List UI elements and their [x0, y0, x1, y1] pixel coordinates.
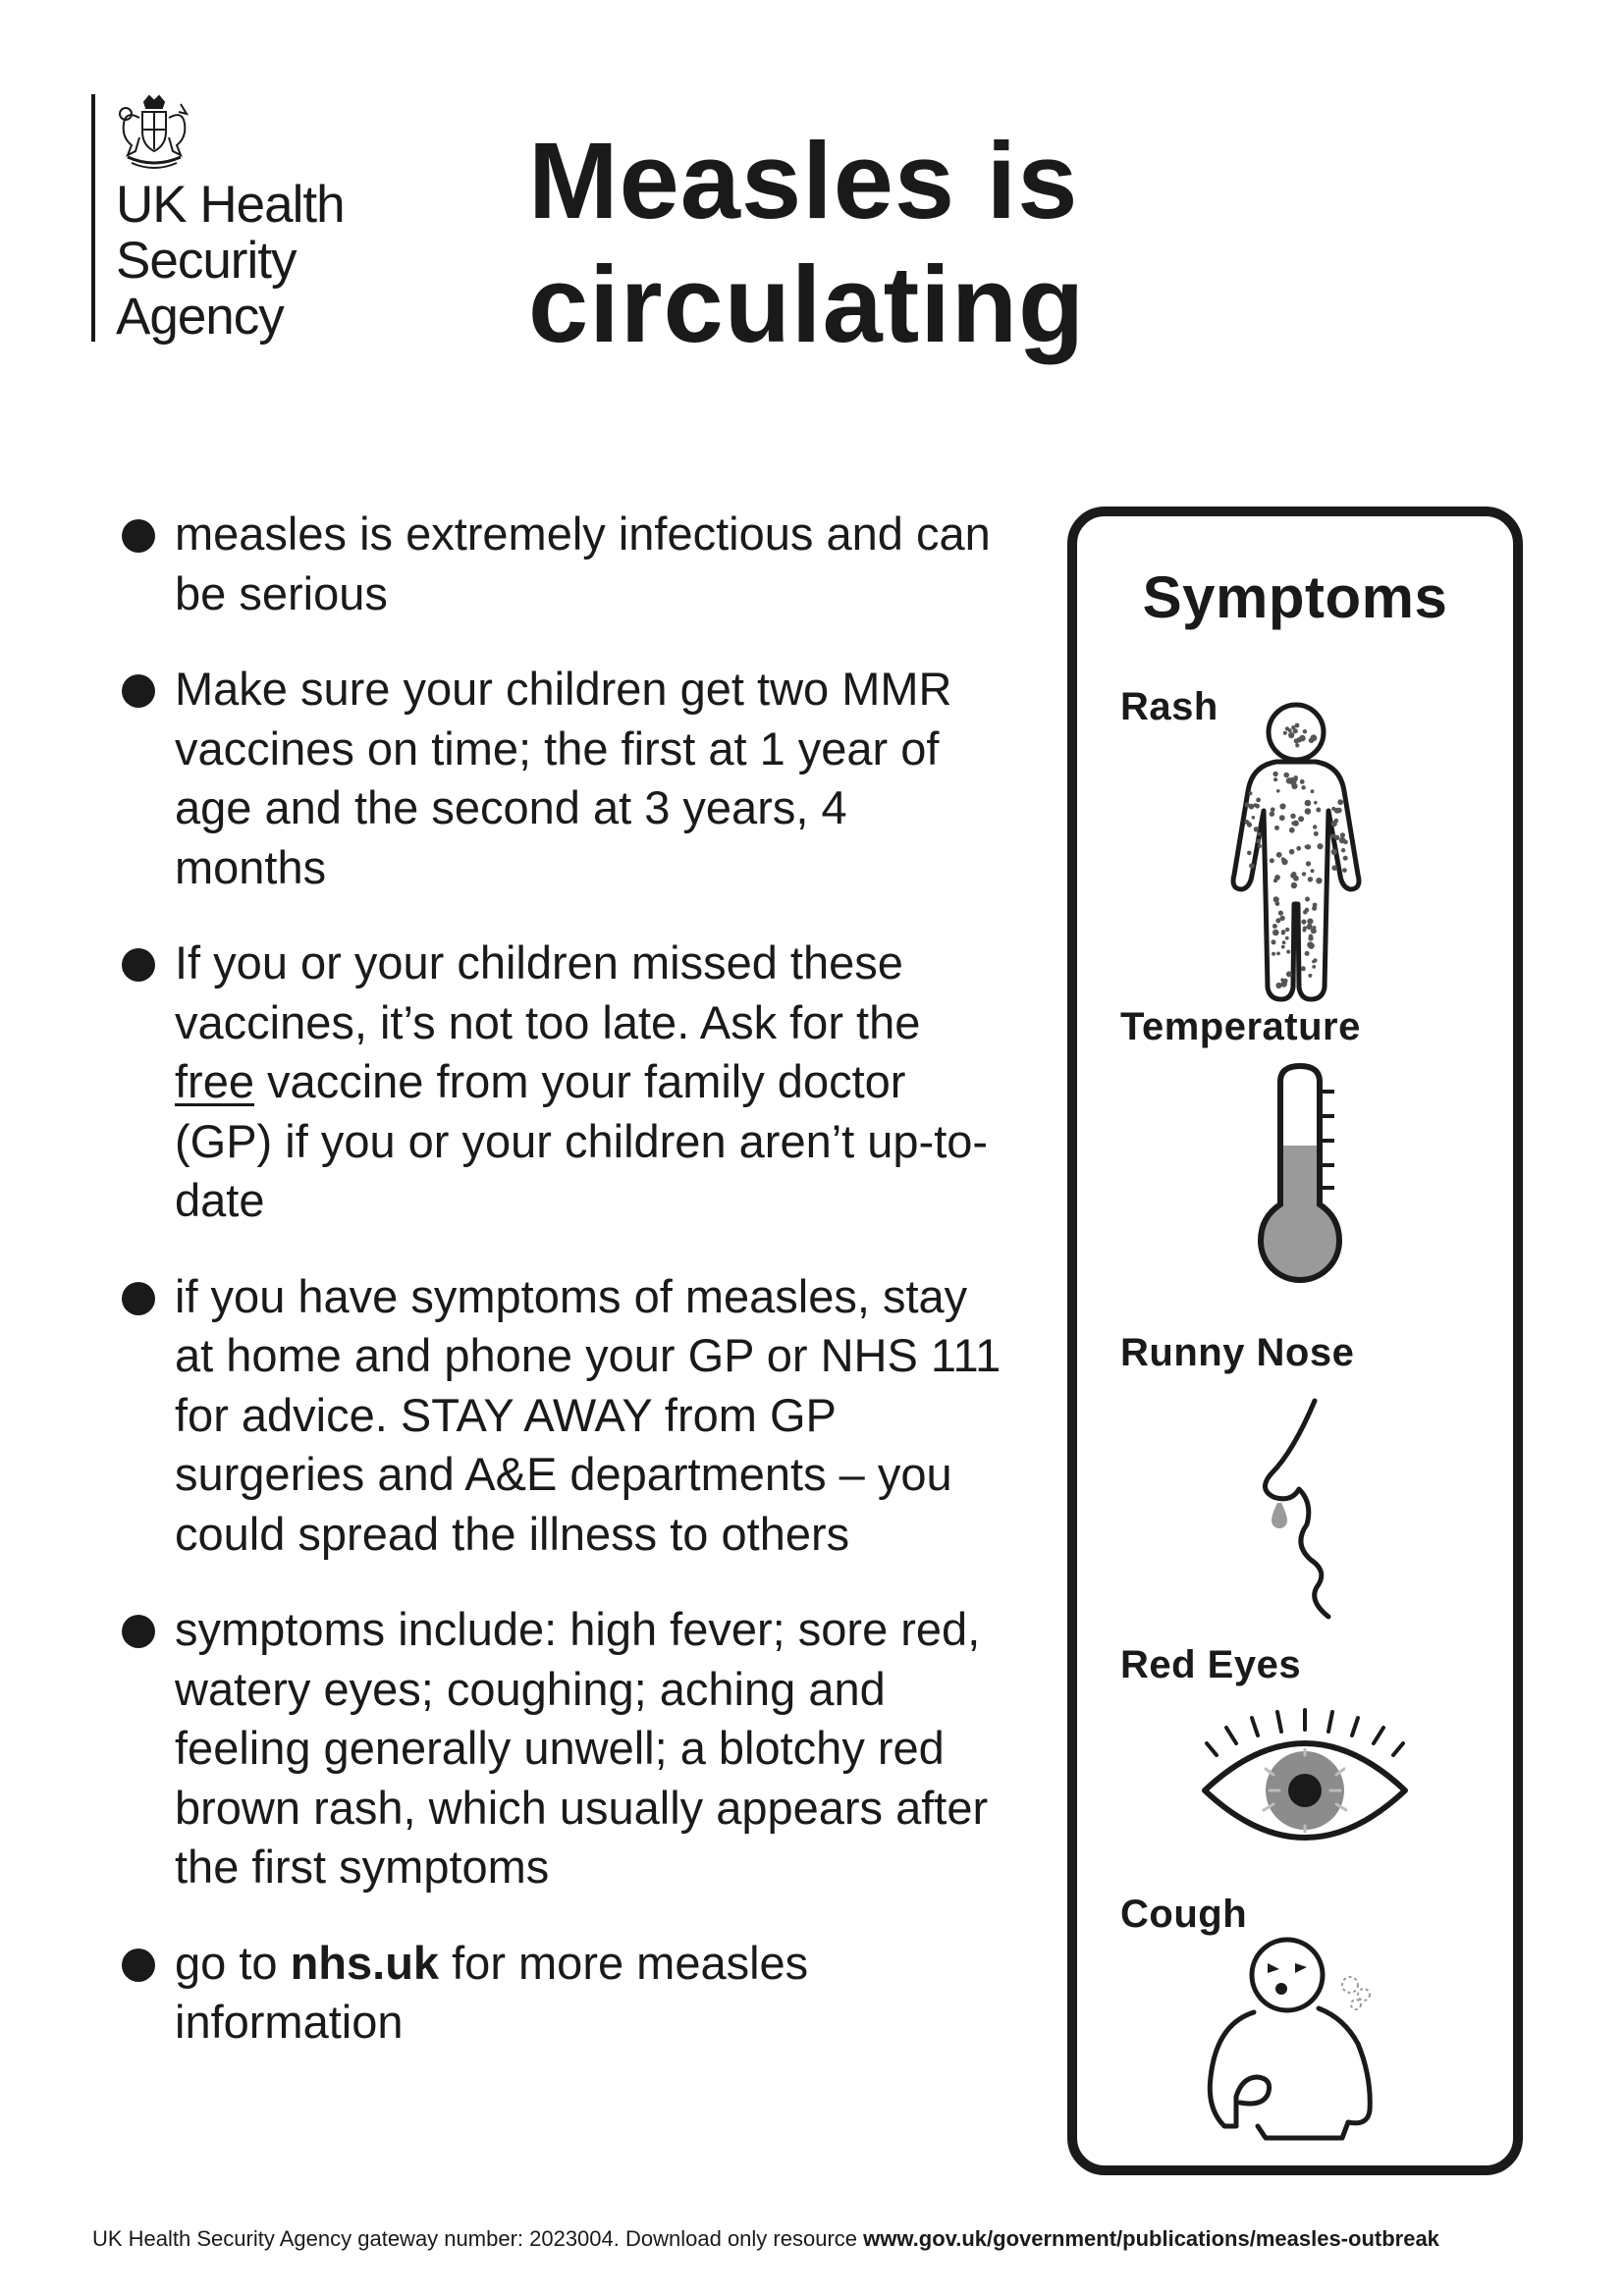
- rash-person-icon: [1222, 693, 1370, 1007]
- list-item: [122, 1267, 1005, 1565]
- runny-nose-icon: [1244, 1395, 1362, 1630]
- bullet-dot-icon: [122, 519, 155, 553]
- symptoms-panel: [1067, 507, 1523, 2175]
- bullet-text: symptoms include: high fever; sore red, watery eyes; coughing; aching and feeling generally unwell; a blotchy red brown rash, which usually appears after the first symptoms: [175, 1603, 989, 1893]
- org-name-line: UK Health: [116, 176, 345, 234]
- list-item: [122, 934, 1005, 1231]
- page-title: [528, 120, 1085, 367]
- symptoms-title: Symptoms: [1142, 564, 1448, 630]
- bullet-dot-icon: [122, 1615, 155, 1648]
- red-eye-icon: [1197, 1706, 1423, 1843]
- free-emphasis: free: [175, 1055, 254, 1107]
- list-item: [122, 660, 1005, 897]
- title-line: circulating: [528, 244, 1086, 365]
- org-name-line: Security: [116, 232, 297, 290]
- list-item: [122, 1934, 1005, 2053]
- symptom-label-runny-nose: Runny Nose: [1120, 1331, 1355, 1374]
- coughing-person-icon: [1197, 1930, 1393, 2146]
- symptom-label-red-eyes: Red Eyes: [1120, 1643, 1302, 1686]
- symptom-label-cough: Cough: [1120, 1893, 1248, 1936]
- royal-coat-of-arms-icon: [110, 94, 198, 171]
- bullet-text-after: vaccine from your family doctor (GP) if you or your children aren’t up-to-date: [175, 1055, 989, 1226]
- title-line: Measles is: [528, 121, 1079, 241]
- symptom-label-rash: Rash: [1120, 685, 1218, 728]
- bullet-dot-icon: [122, 1282, 155, 1315]
- bullet-text-after: for more measles information: [175, 1936, 809, 2048]
- footer: [92, 2226, 1439, 2252]
- list-item: [122, 505, 1005, 623]
- bullet-text: measles is extremely infectious and can be serious: [175, 507, 991, 619]
- symptom-label-temperature: Temperature: [1120, 1005, 1361, 1048]
- thermometer-icon: [1246, 1062, 1354, 1298]
- nhs-link: nhs.uk: [290, 1936, 440, 1989]
- bullet-text-before: If you or your children missed these vaccines, it’s not too late. Ask for the: [175, 936, 921, 1048]
- logo-divider: [91, 94, 95, 342]
- key-messages-list: [122, 505, 1005, 2053]
- bullet-dot-icon: [122, 948, 155, 982]
- bullet-text: Make sure your children get two MMR vaccines on time; the first at 1 year of age and the second at 3 years, 4 months: [175, 663, 952, 893]
- bullet-dot-icon: [122, 674, 155, 708]
- footer-text: UK Health Security Agency gateway number: 2023004. Download only resource: [92, 2226, 864, 2251]
- list-item: [122, 1600, 1005, 1897]
- bullet-dot-icon: [122, 1949, 155, 1982]
- bullet-text: if you have symptoms of measles, stay at home and phone your GP or NHS 111 for advice. STAY AWAY from GP surgeries and A&E departments – you could spread the illness to others: [175, 1269, 1001, 1560]
- organisation-name: [116, 177, 345, 345]
- footer-url: www.gov.uk/government/publications/measles-outbreak: [863, 2226, 1439, 2251]
- org-name-line: Agency: [116, 288, 284, 346]
- bullet-text-before: go to: [175, 1936, 291, 1989]
